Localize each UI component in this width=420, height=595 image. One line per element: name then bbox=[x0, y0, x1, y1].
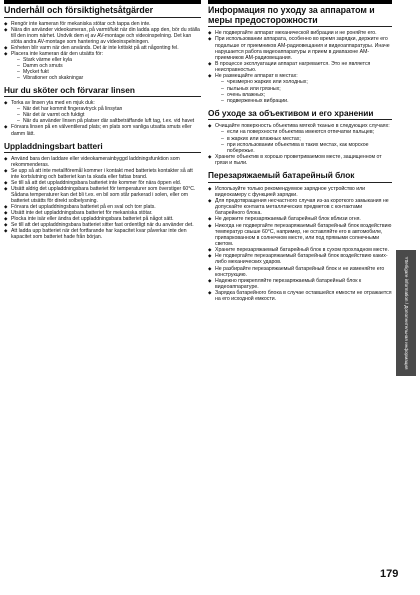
dash-bullet-icon: – bbox=[221, 129, 224, 136]
sub-list-item-text: если на поверхности объектива имеются отпечатки пальцев; bbox=[227, 129, 375, 136]
list-item-text: Для предотвращения несчастного случая из-за короткого замыкания не допускайте контакта металлических предметов с контактами батарейного блока. bbox=[215, 197, 389, 217]
diamond-bullet-icon: ◆ bbox=[4, 26, 8, 32]
list-item-text: Не разбирайте перезаряжаемый батарейный блок и не изменяйте его конструкцию. bbox=[215, 265, 385, 278]
list-item-text: Utsätt aldrig det uppladdningsbara batteriet för temperaturer som överstiger 60°C. Sådana temperaturer kan det bli t.ex. en bil som står parkerad i solen, eller om batteriet utsätts för direkt solbelysning. bbox=[11, 185, 196, 205]
diamond-bullet-icon: ◆ bbox=[4, 179, 8, 185]
diamond-bullet-icon: ◆ bbox=[208, 154, 212, 160]
list-item-text: Se till att det uppladdningsbara batteriet sitter fast ordentligt när du använder det. bbox=[11, 222, 194, 229]
diamond-bullet-icon: ◆ bbox=[208, 123, 212, 129]
sub-list-item-text: När det har kommit fingeravtryck på linsytan bbox=[23, 106, 123, 113]
list-item-text: Rengör inte kameran för mekaniska stötar och tappa den inte. bbox=[11, 20, 151, 27]
ru-section-heading: Информация по уходу за аппаратом и меры предосторожности bbox=[208, 5, 392, 27]
sub-list-item-text: Vibrationer och skakningar bbox=[23, 75, 84, 82]
list-item-text: Enheten blir varm när den används. Det är inte kritiskt på att någonting fel. bbox=[11, 44, 179, 51]
list-item-text: Используйте только рекомендуемое зарядное устройство или видеокамеру с функцией зарядки. bbox=[215, 185, 366, 198]
sv-section-heading: Hur du sköter och förvarar linsen bbox=[4, 85, 201, 97]
sub-list-item-text: Mycket fukt bbox=[23, 68, 49, 75]
diamond-bullet-icon: ◆ bbox=[4, 50, 8, 56]
list-item-text: Använd bara den laddare eller videokamerainbyggd laddningsfunktion som rekommenderas. bbox=[11, 155, 180, 168]
dash-bullet-icon: – bbox=[17, 75, 20, 82]
russian-column bbox=[208, 0, 392, 303]
list-item bbox=[208, 223, 392, 248]
dash-bullet-icon: – bbox=[221, 79, 224, 86]
list-item bbox=[208, 154, 392, 166]
sv-bullet-list bbox=[4, 21, 201, 81]
ru-section bbox=[208, 5, 392, 104]
sub-list-item-text: в жарких или влажных местах; bbox=[227, 135, 301, 142]
list-item-text: Никогда не подвергайте перезаряжаемый батарейный блок воздействию температур свыше 60°C, например, не оставляйте его в автомобиле, припаркованном в солнечном месте, или под прямыми солнечными светом. bbox=[215, 222, 392, 247]
dash-bullet-icon: – bbox=[17, 68, 20, 75]
list-item bbox=[208, 73, 392, 104]
ru-section bbox=[208, 108, 392, 166]
list-item-text: Torka av linsen yta med en mjuk duk: bbox=[11, 100, 95, 107]
side-tab-label: Ytterligare information / Дополнительная информация bbox=[404, 256, 409, 370]
sub-list-item-text: När du använder linsen på platser där saltbeträffande luft tag, t.ex. vid havet bbox=[23, 118, 195, 125]
diamond-bullet-icon: ◆ bbox=[208, 60, 212, 66]
diamond-bullet-icon: ◆ bbox=[208, 222, 212, 228]
list-item bbox=[208, 186, 392, 198]
sv-section bbox=[4, 85, 201, 136]
list-item-text: Förvara linsen på en välventilerad plats; en plats som vanliga utsatta smuts eller damm lätt. bbox=[11, 124, 192, 137]
list-item bbox=[208, 290, 392, 302]
diamond-bullet-icon: ◆ bbox=[4, 44, 8, 50]
diamond-bullet-icon: ◆ bbox=[4, 20, 8, 26]
dash-bullet-icon: – bbox=[17, 62, 20, 69]
list-item-text: Храните перезаряжаемый батарейный блок в сухом прохладном месте. bbox=[215, 247, 389, 254]
sub-list-item-text: очень влажных; bbox=[227, 91, 266, 98]
sv-section bbox=[4, 5, 201, 81]
dash-bullet-icon: – bbox=[221, 85, 224, 92]
dash-bullet-icon: – bbox=[221, 135, 224, 142]
diamond-bullet-icon: ◆ bbox=[4, 100, 8, 106]
diamond-bullet-icon: ◆ bbox=[4, 210, 8, 216]
sub-list-item-text: чрезмерно жарких или холодных; bbox=[227, 79, 308, 86]
diamond-bullet-icon: ◆ bbox=[208, 265, 212, 271]
sub-list-item-text: När det är varmt och fuktigt bbox=[23, 112, 85, 119]
diamond-bullet-icon: ◆ bbox=[4, 167, 8, 173]
list-item bbox=[208, 198, 392, 216]
list-item-text: Placera inte kameran där den utsätts för: bbox=[11, 50, 104, 57]
list-item-text: Utsätt inte det uppladdningsbara batteriet för mekaniska stötar. bbox=[11, 210, 153, 217]
sub-list-item-text: Damm och smuts bbox=[23, 62, 63, 69]
diamond-bullet-icon: ◆ bbox=[4, 124, 8, 130]
list-item bbox=[208, 266, 392, 278]
diamond-bullet-icon: ◆ bbox=[4, 155, 8, 161]
list-item bbox=[4, 100, 201, 124]
diamond-bullet-icon: ◆ bbox=[4, 228, 8, 234]
swedish-column bbox=[4, 0, 201, 240]
list-item bbox=[4, 124, 201, 136]
ru-bullet-list bbox=[208, 186, 392, 303]
sub-list-item-text: Stark värme eller kyla bbox=[23, 56, 72, 63]
list-item-text: Se till så att det uppladdningsbara batteriet inte kommer för nära öppen eld. bbox=[11, 179, 182, 186]
sub-list-item-text: пыльных или грязных; bbox=[227, 85, 281, 92]
list-item-text: Se upp så att inte metallföremål kommer i kontakt med batteriets kontakter så att inte kortslutning och batteriet kan ta skada eller fattas brand. bbox=[11, 167, 193, 180]
list-item bbox=[208, 123, 392, 154]
diamond-bullet-icon: ◆ bbox=[208, 247, 212, 253]
ru-bullet-list bbox=[208, 30, 392, 104]
diamond-bullet-icon: ◆ bbox=[208, 197, 212, 203]
diamond-bullet-icon: ◆ bbox=[208, 216, 212, 222]
list-item-text: Надежно прикрепляйте перезаряжаемый батарейный блок к видеоаппаратуре. bbox=[215, 277, 362, 291]
sub-list-item-text: подверженных вибрации. bbox=[227, 97, 289, 104]
diamond-bullet-icon: ◆ bbox=[208, 36, 212, 42]
dash-bullet-icon: – bbox=[17, 112, 20, 119]
ru-section bbox=[208, 170, 392, 302]
dash-bullet-icon: – bbox=[17, 56, 20, 63]
sub-list-item bbox=[17, 75, 201, 81]
sub-list bbox=[215, 129, 392, 154]
page-number: 179 bbox=[380, 568, 399, 580]
sv-section bbox=[4, 141, 201, 241]
list-item-text: Храните объектив в хорошо проветриваемом месте, защищенном от грязи и пыли. bbox=[215, 154, 382, 167]
diamond-bullet-icon: ◆ bbox=[208, 73, 212, 79]
diamond-bullet-icon: ◆ bbox=[208, 253, 212, 259]
diamond-bullet-icon: ◆ bbox=[4, 216, 8, 222]
list-item-text: Не размещайте аппарат в местах: bbox=[215, 73, 298, 80]
sub-list-item bbox=[221, 98, 392, 104]
sub-list bbox=[215, 79, 392, 104]
ru-bullet-list bbox=[208, 123, 392, 166]
section-side-tab bbox=[396, 250, 416, 376]
ru-section-heading: Перезаряжаемый батарейный блок bbox=[208, 170, 392, 182]
sub-list bbox=[11, 106, 201, 124]
dash-bullet-icon: – bbox=[221, 97, 224, 104]
sub-list-item-text: при использовании объектива в таких местах, как морское побережье. bbox=[227, 141, 369, 154]
list-item-text: Plocka inte isär eller ändra det uppladdningsbara batteriet på något sätt. bbox=[11, 216, 174, 223]
list-item-text: Очищайте поверхность объектива мягкой тканью в следующих случаях: bbox=[215, 123, 390, 130]
list-item-text: При использовании аппарата, особенно во время зарядки, держите его подальше от приемников AM-радиовещания и видеоаппаратуры. Иначе нарушается работа видеоаппаратуры и прием в диапазоне AM-приемников AM-радиовещания. bbox=[215, 36, 390, 61]
list-item-text: Не подвергайте аппарат механической вибрации и не роняйте его. bbox=[215, 30, 377, 37]
list-item-text: Förvara det uppladdningsbara batteriet på en sval och torr plats. bbox=[11, 204, 156, 211]
list-item-text: Nära din använder videokameran, på varmt/fukt när din ladda app den, bör du ställa till den inom närhet. Undvik dem ej av AV-montage och videoinspelning. Det kan stöta andra AV-montage som hantering av videoinspelningen. bbox=[11, 26, 200, 45]
diamond-bullet-icon: ◆ bbox=[4, 204, 8, 210]
list-item bbox=[208, 36, 392, 61]
sv-bullet-list bbox=[4, 156, 201, 241]
list-item-text: Не подвергайте перезаряжаемый батарейный блок воздействию каких-либо механических ударов. bbox=[215, 253, 388, 266]
dash-bullet-icon: – bbox=[17, 106, 20, 113]
diamond-bullet-icon: ◆ bbox=[208, 290, 212, 296]
sv-section-heading: Uppladdningsbart batteri bbox=[4, 141, 201, 153]
top-rule-gap bbox=[201, 0, 208, 4]
diamond-bullet-icon: ◆ bbox=[4, 185, 8, 191]
sub-list bbox=[11, 57, 201, 81]
list-item-text: Не держите перезаряжаемый батарейный блок вблизи огня. bbox=[215, 216, 361, 223]
list-item bbox=[208, 253, 392, 265]
list-item bbox=[4, 51, 201, 81]
list-item bbox=[208, 278, 392, 290]
dash-bullet-icon: – bbox=[17, 118, 20, 125]
dash-bullet-icon: – bbox=[221, 91, 224, 98]
diamond-bullet-icon: ◆ bbox=[208, 277, 212, 283]
list-item bbox=[208, 61, 392, 73]
list-item-text: Att ladda upp batteriet när det fortfarande har kapacitet kvar påverkar inte den kapacitet som batteriet hade från början. bbox=[11, 228, 187, 241]
diamond-bullet-icon: ◆ bbox=[208, 30, 212, 36]
list-item bbox=[4, 228, 201, 240]
diamond-bullet-icon: ◆ bbox=[4, 222, 8, 228]
list-item bbox=[4, 168, 201, 180]
list-item-text: Зарядка батарейного блока в случае оставшейся емкости не отражается на его исходной емкости. bbox=[215, 290, 392, 303]
ru-section-heading: Об уходе за объективом и его хранении bbox=[208, 108, 392, 120]
dash-bullet-icon: – bbox=[221, 141, 224, 148]
list-item bbox=[4, 156, 201, 168]
sv-bullet-list bbox=[4, 100, 201, 136]
list-item bbox=[4, 27, 201, 45]
list-item-text: В процессе эксплуатации аппарат нагревается. Это не является неисправностью. bbox=[215, 60, 371, 74]
list-item bbox=[4, 186, 201, 204]
sv-section-heading: Underhåll och försiktighetsåtgärder bbox=[4, 5, 201, 18]
sub-list-item bbox=[221, 142, 392, 154]
diamond-bullet-icon: ◆ bbox=[208, 185, 212, 191]
